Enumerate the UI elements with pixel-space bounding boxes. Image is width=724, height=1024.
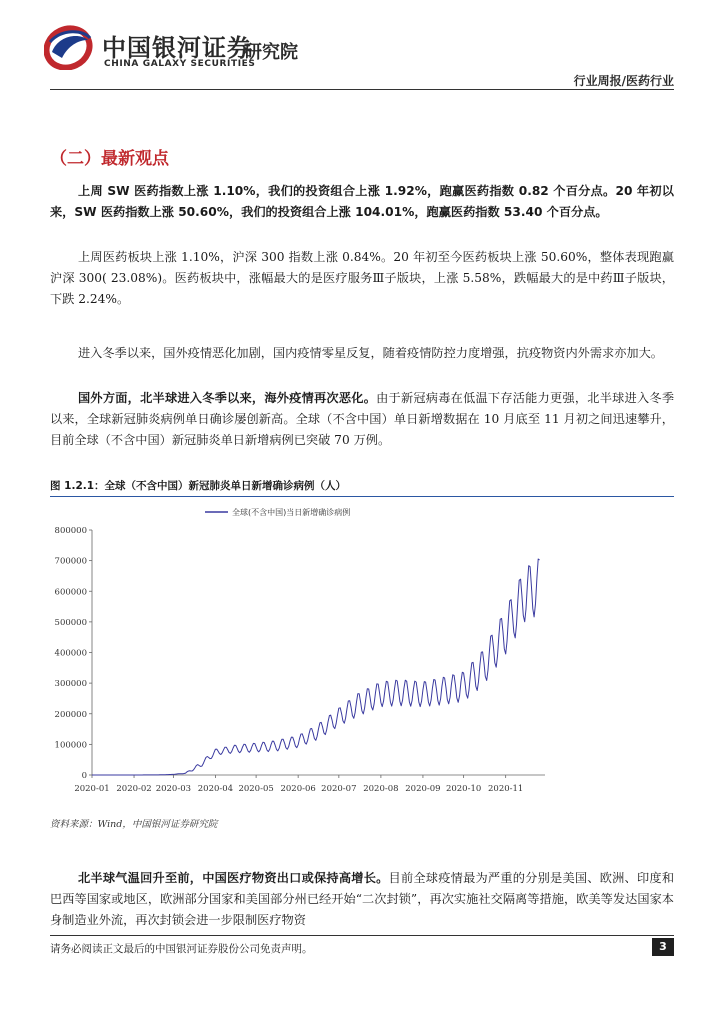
paragraph-winter: 进入冬季以来，国外疫情恶化加剧，国内疫情零星反复，随着疫情防控力度增强，抗疫物资内外需求亦加大。 (78, 346, 663, 360)
paragraph-summary (50, 181, 674, 223)
y-tick-label: 800000 (54, 526, 87, 536)
x-tick-label: 2020-10 (445, 784, 482, 794)
galaxy-logo-icon (44, 22, 94, 70)
y-tick-label: 0 (81, 771, 87, 781)
x-tick-label: 2020-01 (74, 784, 110, 794)
summary-bold-text: 上周 SW 医药指数上涨 1.10%，我们的投资组合上涨 1.92%，跑赢医药指数 0.82 个百分点。20 年初以来，SW 医药指数上涨 50.60%，我们的投资组合上涨 104.01%，跑赢医药指数 53.40 个百分点。 (50, 184, 674, 219)
y-tick-label: 700000 (54, 556, 87, 567)
x-tick-label: 2020-05 (238, 784, 274, 794)
footer-divider (50, 935, 674, 936)
exports-body: 目前全球疫情最为严重的分别是美国、欧洲、印度和巴西等国家或地区，欧洲部分国家和美国部分州已经开始“二次封锁”，再次实施社交隔离等措施，欧美等发达国家本身制造业外流，再次封锁会进一步限制医疗物资 (50, 871, 675, 927)
report-category: 行业周报/医药行业 (573, 74, 674, 88)
y-tick-label: 100000 (54, 740, 87, 751)
figure-source: 资料来源：Wind，中国银河证券研究院 (50, 819, 218, 830)
logo-institute-name: 研究院 (244, 42, 298, 63)
paragraph-exports (50, 868, 674, 931)
overseas-bold-lead: 国外方面，北半球进入冬季以来，海外疫情再次恶化。 (78, 391, 377, 405)
covid-cases-line-chart (50, 500, 674, 805)
y-tick-label: 600000 (54, 587, 87, 598)
exports-bold-lead: 北半球气温回升至前，中国医疗物资出口或保持高增长。 (78, 871, 389, 885)
x-tick-label: 2020-04 (197, 784, 234, 794)
y-tick-label: 500000 (54, 617, 87, 628)
x-tick-label: 2020-06 (280, 784, 316, 794)
x-tick-label: 2020-03 (155, 784, 192, 794)
x-tick-label: 2020-09 (405, 784, 441, 794)
y-tick-label: 200000 (54, 709, 87, 720)
footer-disclaimer: 请务必阅读正文最后的中国银河证券股份公司免责声明。 (50, 943, 313, 955)
x-tick-label: 2020-07 (321, 784, 357, 794)
header-divider (50, 89, 674, 90)
paragraph-overseas (50, 388, 674, 451)
x-tick-label: 2020-11 (488, 784, 524, 794)
legend-label: 全球(不含中国)当日新增确诊病例 (232, 508, 351, 517)
paragraph-market: 上周医药板块上涨 1.10%，沪深 300 指数上涨 0.84%。20 年初至今医药板块上涨 50.60%，整体表现跑赢沪深 300( 23.08%)。医药板块中，涨幅最大的是医疗服务Ⅲ子版块，上涨 5.58%，跌幅最大的是中药Ⅲ子版块，下跌 2.24%。 (50, 250, 674, 306)
series-line-global-cases (92, 559, 540, 775)
figure-divider (50, 496, 674, 497)
logo-company-name: 中国银河证券 (102, 34, 252, 62)
x-tick-label: 2020-08 (363, 784, 399, 794)
figure-caption: 图 1.2.1：全球（不含中国）新冠肺炎单日新增确诊病例（人） (50, 480, 347, 492)
section-title: （二）最新观点 (50, 149, 169, 169)
y-tick-label: 300000 (54, 679, 87, 690)
logo-english-name: CHINA GALAXY SECURITIES (104, 59, 256, 69)
overseas-body: 由于新冠病毒在低温下存活能力更强，北半球进入冬季以来，全球新冠肺炎病例单日确诊屡创新高。全球（不含中国）单日新增数据在 10 月底至 11 月初之间迅速攀升，目前全球（不含中国）新冠肺炎单日新增病例已突破 70 万例。 (50, 391, 675, 447)
x-tick-label: 2020-02 (116, 784, 152, 794)
y-tick-label: 400000 (54, 648, 87, 659)
page-number: 3 (652, 938, 674, 956)
